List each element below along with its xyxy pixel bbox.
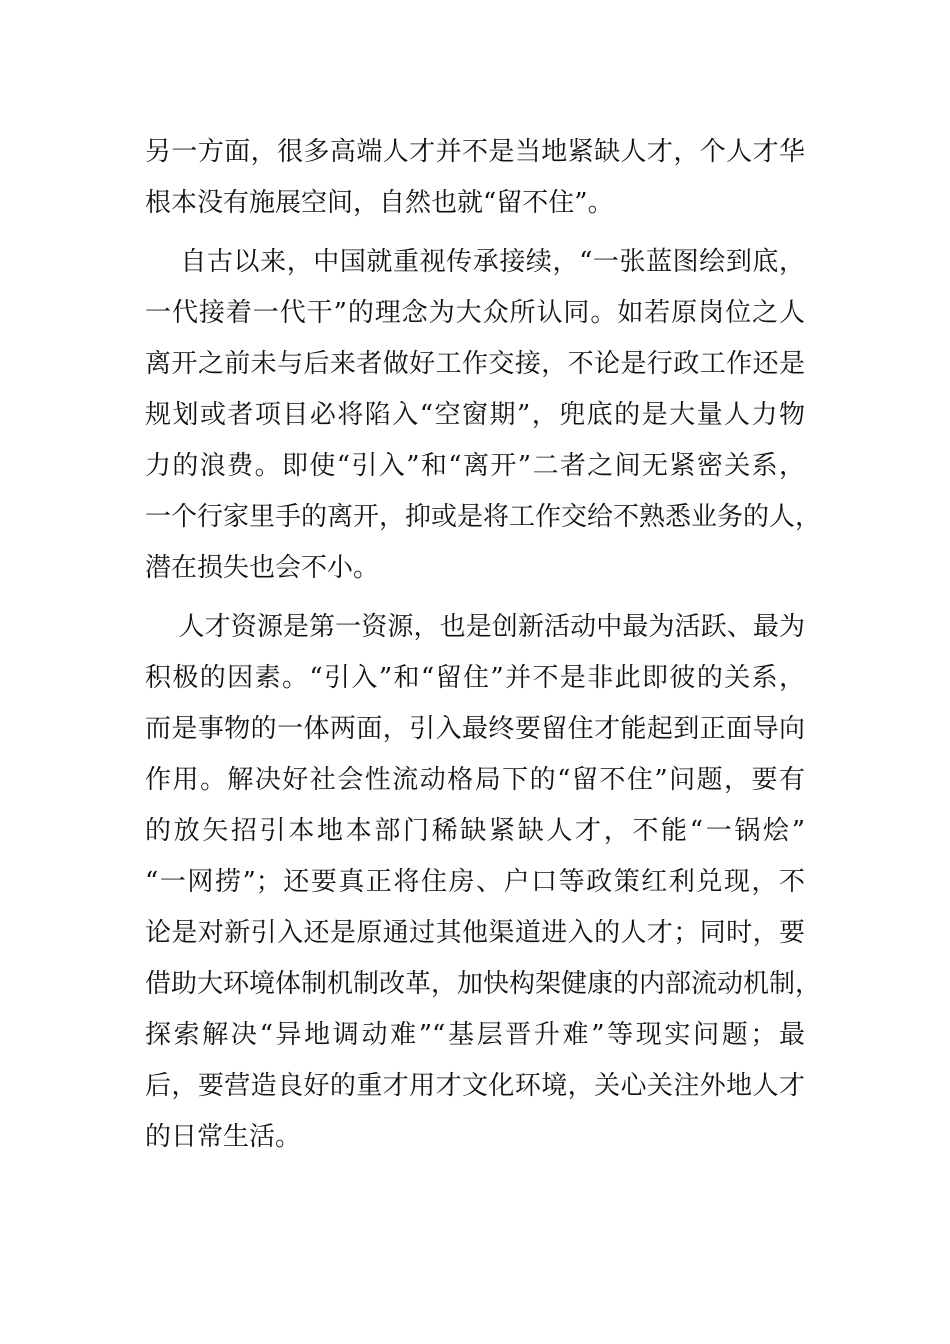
text-line: 作用。解决好社会性流动格局下的“留不住”问题，要有 — [145, 765, 805, 795]
paragraph-2 — [145, 237, 822, 594]
text-line: 自古以来，中国就重视传承接续，“一张蓝图绘到底， — [145, 247, 805, 277]
body-text — [145, 127, 822, 1171]
text-line: 另一方面，很多高端人才并不是当地紧缺人才，个人才华 — [145, 137, 805, 167]
text-line: 根本没有施展空间，自然也就“留不住”。 — [145, 188, 614, 218]
text-line: 规划或者项目必将陷入“空窗期”，兜底的是大量人力物 — [145, 400, 805, 430]
text-line: 借助大环境体制机制改革，加快构架健康的内部流动机制， — [145, 969, 822, 999]
text-line: 的放矢招引本地本部门稀缺紧缺人才，不能“一锅烩” — [145, 816, 805, 846]
text-line: 一个行家里手的离开，抑或是将工作交给不熟悉业务的人， — [145, 502, 822, 532]
text-line: 探索解决“异地调动难”“基层晋升难”等现实问题；最 — [145, 1020, 805, 1050]
text-line: 而是事物的一体两面，引入最终要留住才能起到正面导向 — [145, 714, 805, 744]
paragraph-3 — [145, 602, 822, 1163]
text-line: 离开之前未与后来者做好工作交接，不论是行政工作还是 — [145, 349, 805, 379]
text-line: 后，要营造良好的重才用才文化环境，关心关注外地人才 — [145, 1071, 805, 1101]
text-line: 潜在损失也会不小。 — [145, 553, 380, 583]
text-line: 的日常生活。 — [145, 1122, 302, 1152]
text-line: 积极的因素。“引入”和“留住”并不是非此即彼的关系， — [145, 663, 805, 693]
text-line: 一代接着一代干”的理念为大众所认同。如若原岗位之人 — [145, 298, 805, 328]
text-line: 力的浪费。即使“引入”和“离开”二者之间无紧密关系， — [145, 451, 805, 481]
text-line: “一网捞”；还要真正将住房、户口等政策红利兑现，不 — [145, 867, 805, 897]
text-line: 人才资源是第一资源，也是创新活动中最为活跃、最为 — [145, 612, 805, 642]
text-line: 论是对新引入还是原通过其他渠道进入的人才；同时，要 — [145, 918, 805, 948]
paragraph-1 — [145, 127, 805, 229]
